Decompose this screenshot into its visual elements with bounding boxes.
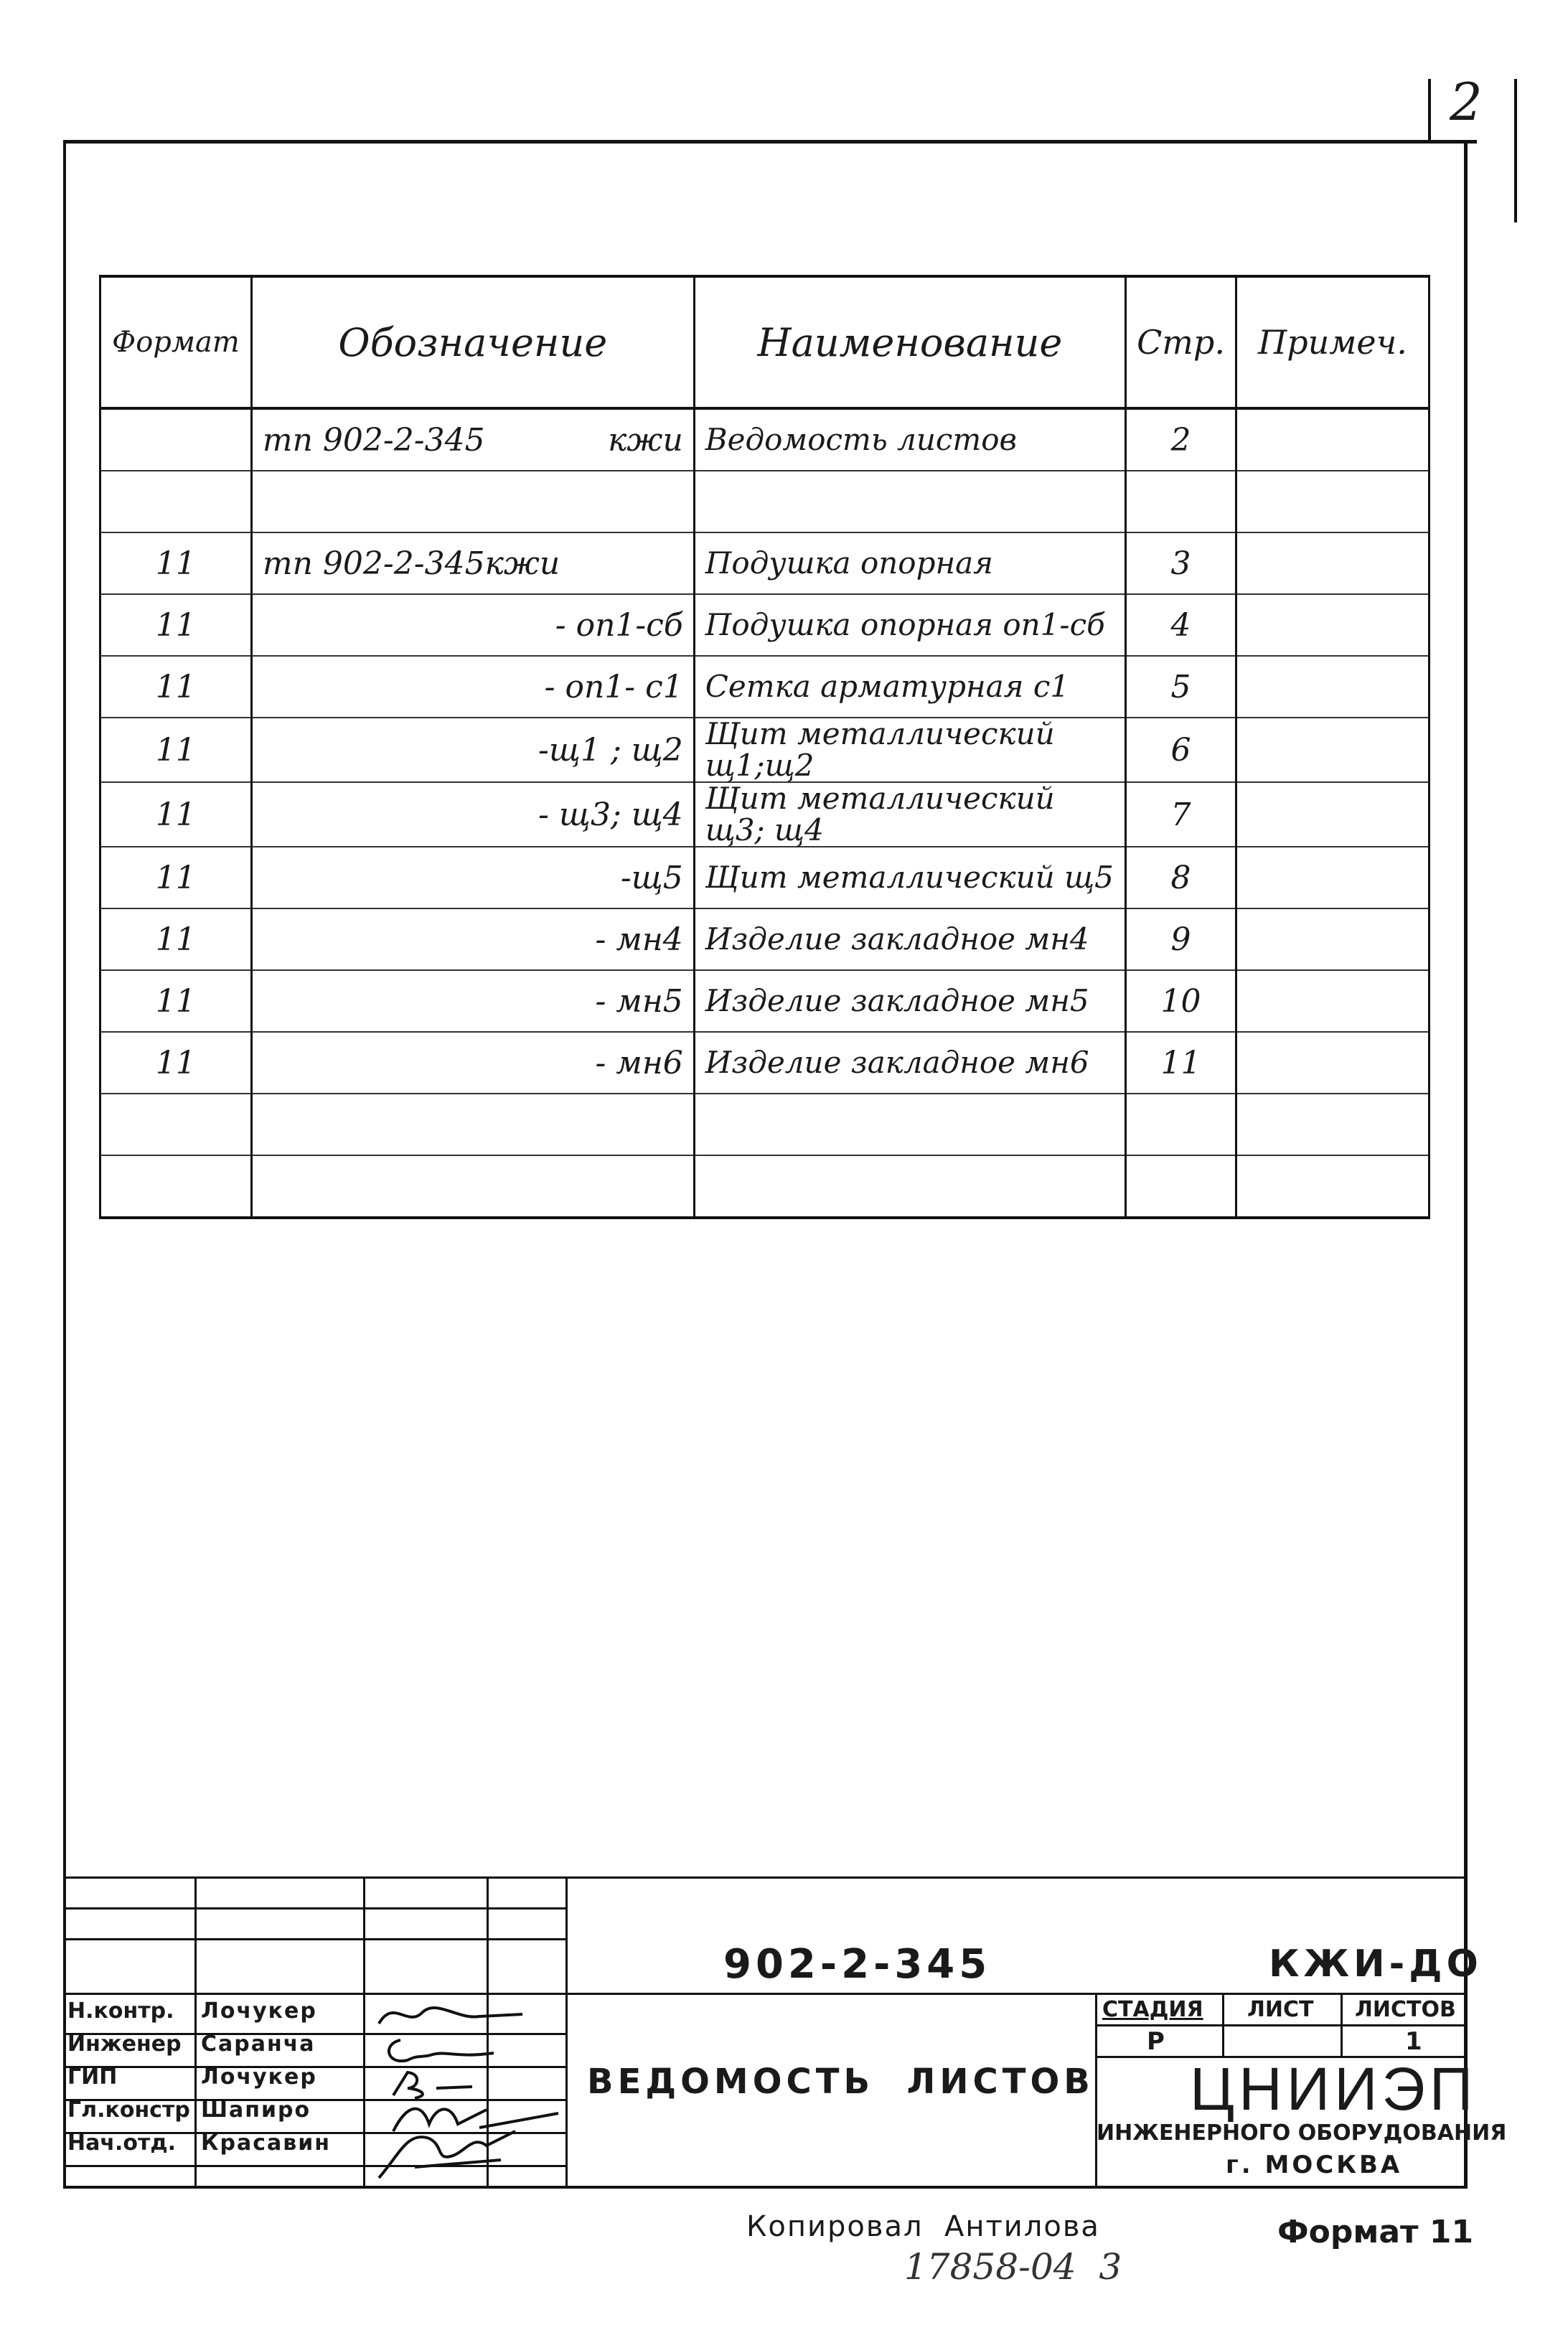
- tb-line: [565, 1876, 568, 2186]
- cell-name: [694, 594, 1125, 656]
- cell-designation: [251, 908, 694, 970]
- cell-designation: [251, 532, 694, 594]
- cell-designation-text: -щ1 ; щ2: [538, 731, 683, 769]
- cell-designation: [251, 847, 694, 908]
- cell-designation-text: - щ3; щ4: [538, 796, 683, 833]
- sheets-value: 1: [1405, 2027, 1422, 2056]
- page-number-box-left-line: [1428, 79, 1431, 140]
- cell-page: [1126, 1032, 1236, 1094]
- cell-designation: [251, 1032, 694, 1094]
- cell-format: [100, 471, 252, 532]
- cell-note: [1236, 656, 1429, 718]
- cell-name: [694, 656, 1125, 718]
- cell-page-text: 6: [1170, 731, 1191, 769]
- cell-name-text: Щит металлический щ5: [705, 860, 1114, 896]
- cell-page: [1126, 594, 1236, 656]
- cell-name-text: Изделие закладное мн5: [705, 983, 1089, 1019]
- stage-value: Р: [1147, 2027, 1165, 2056]
- cell-page: [1126, 1094, 1236, 1155]
- staff-role: ГИП: [67, 2064, 118, 2090]
- cell-name: [694, 532, 1125, 594]
- cell-name-text: Изделие закладное мн4: [705, 921, 1089, 957]
- cell-name-text: Щит металлический щ3; щ4: [705, 781, 1055, 848]
- org-name: ЦНИИЭП: [1190, 2055, 1478, 2123]
- cell-format: [100, 1155, 252, 1218]
- cell-name: [694, 408, 1125, 471]
- copied-by: Копировал Антилова: [746, 2210, 1100, 2243]
- tb-line: [63, 1938, 565, 1940]
- frame-top: [63, 140, 1477, 144]
- cell-format: [100, 594, 252, 656]
- cell-page-text: 7: [1170, 796, 1191, 833]
- cell-format: [100, 782, 252, 847]
- cell-page-text: 10: [1160, 982, 1201, 1020]
- cell-page: [1126, 718, 1236, 782]
- cell-name-text: Изделие закладное мн6: [705, 1045, 1089, 1081]
- org-sub: ИНЖЕНЕРНОГО ОБОРУДОВАНИЯ: [1097, 2120, 1507, 2146]
- format-label: Формат 11: [1277, 2214, 1474, 2250]
- table-row: [100, 1032, 1429, 1094]
- tb-line: [63, 1993, 1466, 1995]
- staff-role: Гл.констр: [67, 2098, 190, 2123]
- cell-name-text: Ведомость листов: [705, 421, 1017, 457]
- cell-name-text: Сетка арматурная с1: [705, 668, 1070, 704]
- cell-page-text: 9: [1170, 921, 1191, 958]
- cell-name: [694, 1155, 1125, 1218]
- cell-designation: [251, 656, 694, 718]
- cell-note: [1236, 970, 1429, 1032]
- cell-format: [100, 408, 252, 471]
- signature: [379, 2033, 537, 2069]
- header-name: Наименование: [694, 276, 1125, 408]
- cell-page: [1126, 471, 1236, 532]
- tb-line: [363, 1876, 365, 2186]
- cell-format-text: 11: [155, 668, 196, 705]
- staff-name: Шапиро: [201, 2098, 311, 2123]
- org-city: г. МОСКВА: [1226, 2151, 1403, 2179]
- cell-name-text: Подушка опорная: [705, 545, 993, 581]
- cell-format-text: 11: [155, 731, 196, 769]
- table-row: [100, 594, 1429, 656]
- cell-page-text: 11: [1160, 1044, 1201, 1081]
- cell-designation: [251, 408, 694, 471]
- cell-page: [1126, 656, 1236, 718]
- sheets-label: ЛИСТОВ: [1355, 1997, 1456, 2022]
- cell-note: [1236, 782, 1429, 847]
- cell-page: [1126, 847, 1236, 908]
- sheet-list-table: [99, 275, 1430, 1219]
- cell-note: [1236, 908, 1429, 970]
- cell-format: [100, 656, 252, 718]
- doc-number: 902-2-345: [723, 1941, 992, 1988]
- cell-designation: [251, 1155, 694, 1218]
- cell-format-text: 11: [155, 796, 196, 833]
- cell-designation: [251, 782, 694, 847]
- tb-line: [63, 1907, 565, 1909]
- cell-page: [1126, 1155, 1236, 1218]
- sheet-label: ЛИСТ: [1247, 1997, 1314, 2022]
- staff-role: Н.контр.: [67, 1998, 174, 2024]
- table-row: [100, 656, 1429, 718]
- cell-page: [1126, 408, 1236, 471]
- cell-page: [1126, 532, 1236, 594]
- inventory-number: 17858-04 3: [904, 2246, 1122, 2288]
- tb-line: [1341, 1993, 1343, 2056]
- cell-name: [694, 970, 1125, 1032]
- cell-format: [100, 847, 252, 908]
- staff-role: Инженер: [67, 2031, 182, 2057]
- cell-name: [694, 718, 1125, 782]
- cell-designation-suffix: кжи: [608, 421, 683, 459]
- header-note: Примеч.: [1236, 276, 1429, 408]
- table-row: [100, 908, 1429, 970]
- cell-format: [100, 1094, 252, 1155]
- cell-designation-text: -щ5: [620, 859, 683, 896]
- cell-name: [694, 471, 1125, 532]
- header-designation: Обозначение: [251, 276, 694, 408]
- staff-name: Лочукер: [201, 1998, 317, 2024]
- page-number: 2: [1450, 72, 1483, 132]
- cell-page-text: 5: [1170, 668, 1191, 705]
- cell-designation: [251, 1094, 694, 1155]
- doc-title: ВЕДОМОСТЬ ЛИСТОВ: [587, 2062, 1094, 2102]
- cell-designation-text: - оп1-сб: [555, 606, 683, 644]
- cell-name: [694, 1094, 1125, 1155]
- staff-name: Лочукер: [201, 2064, 317, 2090]
- title-block: [63, 1876, 1507, 2186]
- signature: [372, 2124, 544, 2181]
- doc-code: КЖИ-ДО: [1269, 1943, 1483, 1986]
- cell-note: [1236, 532, 1429, 594]
- cell-page-text: 3: [1170, 545, 1191, 582]
- table-row: [100, 532, 1429, 594]
- staff-name: Красавин: [201, 2131, 331, 2156]
- page-number-box-right-line: [1514, 79, 1517, 222]
- table-row: [100, 847, 1429, 908]
- cell-format: [100, 970, 252, 1032]
- cell-note: [1236, 1032, 1429, 1094]
- tb-line: [63, 1876, 1466, 1879]
- frame-bottom: [63, 2186, 1466, 2189]
- table-header-row: [100, 276, 1429, 408]
- table-row: [100, 471, 1429, 532]
- cell-designation-text: - оп1- с1: [544, 668, 683, 705]
- cell-name-text: Щит металлический щ1;щ2: [705, 716, 1055, 784]
- cell-page-text: 2: [1170, 421, 1191, 459]
- cell-note: [1236, 1094, 1429, 1155]
- staff-name: Саранча: [201, 2031, 316, 2057]
- cell-page: [1126, 908, 1236, 970]
- cell-note: [1236, 471, 1429, 532]
- cell-designation-text: - мн4: [595, 921, 683, 958]
- cell-designation: [251, 471, 694, 532]
- cell-designation-text: тп 902-2-345: [262, 421, 485, 459]
- cell-format: [100, 908, 252, 970]
- cell-format-text: 11: [155, 859, 196, 896]
- staff-role: Нач.отд.: [67, 2131, 176, 2156]
- cell-format-text: 11: [155, 921, 196, 958]
- cell-designation: [251, 594, 694, 656]
- table-row: [100, 782, 1429, 847]
- cell-format-text: 11: [155, 606, 196, 644]
- table-row: [100, 1155, 1429, 1218]
- cell-page: [1126, 782, 1236, 847]
- cell-name: [694, 782, 1125, 847]
- stage-label: СТАДИЯ: [1102, 1997, 1203, 2022]
- table-row: [100, 1094, 1429, 1155]
- table-row: [100, 408, 1429, 471]
- table-row: [100, 970, 1429, 1032]
- cell-page: [1126, 970, 1236, 1032]
- cell-name-text: Подушка опорная оп1-сб: [705, 606, 1105, 642]
- tb-line: [1095, 2024, 1466, 2026]
- tb-line: [1222, 1993, 1224, 2056]
- cell-format-text: 11: [155, 1044, 196, 1081]
- cell-designation: [251, 970, 694, 1032]
- cell-designation-text: - мн6: [595, 1044, 683, 1081]
- cell-designation: [251, 718, 694, 782]
- tb-line: [1095, 1993, 1097, 2186]
- cell-note: [1236, 408, 1429, 471]
- table-row: [100, 718, 1429, 782]
- cell-note: [1236, 594, 1429, 656]
- cell-page-text: 4: [1170, 606, 1191, 644]
- cell-name: [694, 908, 1125, 970]
- cell-format: [100, 1032, 252, 1094]
- cell-format: [100, 718, 252, 782]
- cell-name: [694, 847, 1125, 908]
- cell-note: [1236, 847, 1429, 908]
- cell-format-text: 11: [155, 982, 196, 1020]
- tb-line: [194, 1876, 197, 2186]
- cell-designation-text: тп 902-2-345кжи: [262, 545, 560, 582]
- cell-designation-text: - мн5: [595, 982, 683, 1020]
- cell-format-text: 11: [155, 545, 196, 582]
- cell-note: [1236, 1155, 1429, 1218]
- cell-page-text: 8: [1170, 859, 1191, 896]
- signature: [372, 1998, 544, 2034]
- cell-format: [100, 532, 252, 594]
- cell-name: [694, 1032, 1125, 1094]
- header-page: Стр.: [1126, 276, 1236, 408]
- cell-note: [1236, 718, 1429, 782]
- header-format: Формат: [100, 276, 252, 408]
